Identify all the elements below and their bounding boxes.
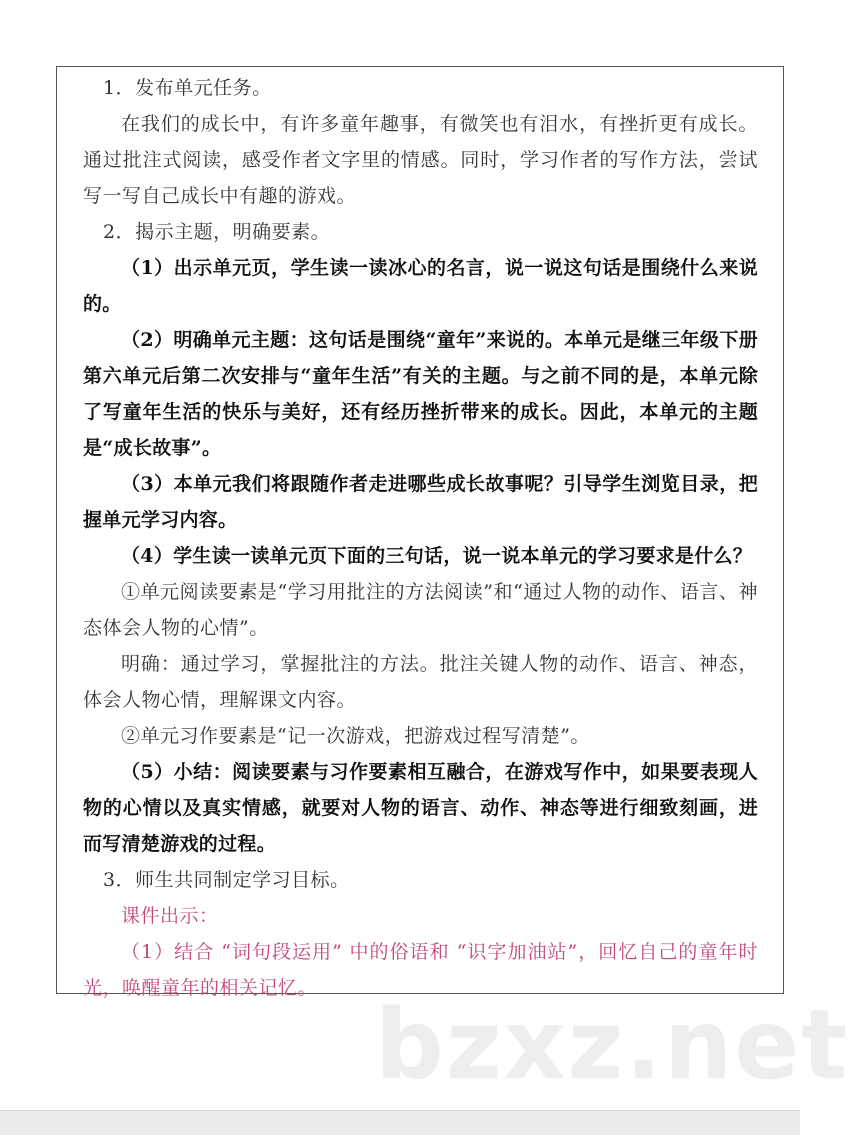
document-body	[83, 70, 758, 1006]
courseware-label: 课件出示：	[121, 905, 219, 927]
step-2-heading: 2．揭示主题，明确要素。	[103, 221, 331, 243]
clarify-paragraph: 明确：通过学习，掌握批注的方法。批注关键人物的动作、语言、神态，体会人物心情，理解课文内容。	[83, 653, 758, 711]
item-1-paragraph: （1）出示单元页，学生读一读冰心的名言，说一说这句话是围绕什么来说的。	[83, 257, 758, 315]
item-4-paragraph: （4）学生读一读单元页下面的三句话，说一说本单元的学习要求是什么？	[121, 545, 753, 567]
courseware-item-1: （1）结合 “词句段运用” 中的俗语和 “识字加油站”，回忆自己的童年时光，唤醒童年的相关记忆。	[83, 941, 758, 999]
item-3-paragraph: （3）本单元我们将跟随作者走进哪些成长故事呢？引导学生浏览目录，把握单元学习内容。	[83, 473, 758, 531]
step-3-heading: 3．师生共同制定学习目标。	[103, 869, 350, 891]
unit-task-paragraph: 在我们的成长中，有许多童年趣事，有微笑也有泪水，有挫折更有成长。通过批注式阅读，感受作者文字里的情感。同时，学习作者的写作方法，尝试写一写自己成长中有趣的游戏。	[83, 113, 758, 207]
summary-paragraph: （5）小结：阅读要素与习作要素相互融合，在游戏写作中，如果要表现人物的心情以及真实情感，就要对人物的语言、动作、神态等进行细致刻画，进而写清楚游戏的过程。	[83, 761, 758, 855]
site-watermark: bzxz.net	[375, 989, 849, 1101]
reading-element-paragraph: ①单元阅读要素是“学习用批注的方法阅读”和“通过人物的动作、语言、神态体会人物的心情”。	[83, 581, 758, 639]
item-2-paragraph: （2）明确单元主题：这句话是围绕“童年”来说的。本单元是继三年级下册第六单元后第二次安排与“童年生活”有关的主题。与之前不同的是，本单元除了写童年生活的快乐与美好，还有经历挫折带来的成长。因此，本单元的主题是“成长故事”。	[83, 329, 758, 459]
writing-element-paragraph: ②单元习作要素是“记一次游戏，把游戏过程写清楚”。	[121, 725, 590, 747]
page-bottom-band	[0, 1110, 800, 1135]
step-1-heading: 1．发布单元任务。	[103, 77, 272, 99]
